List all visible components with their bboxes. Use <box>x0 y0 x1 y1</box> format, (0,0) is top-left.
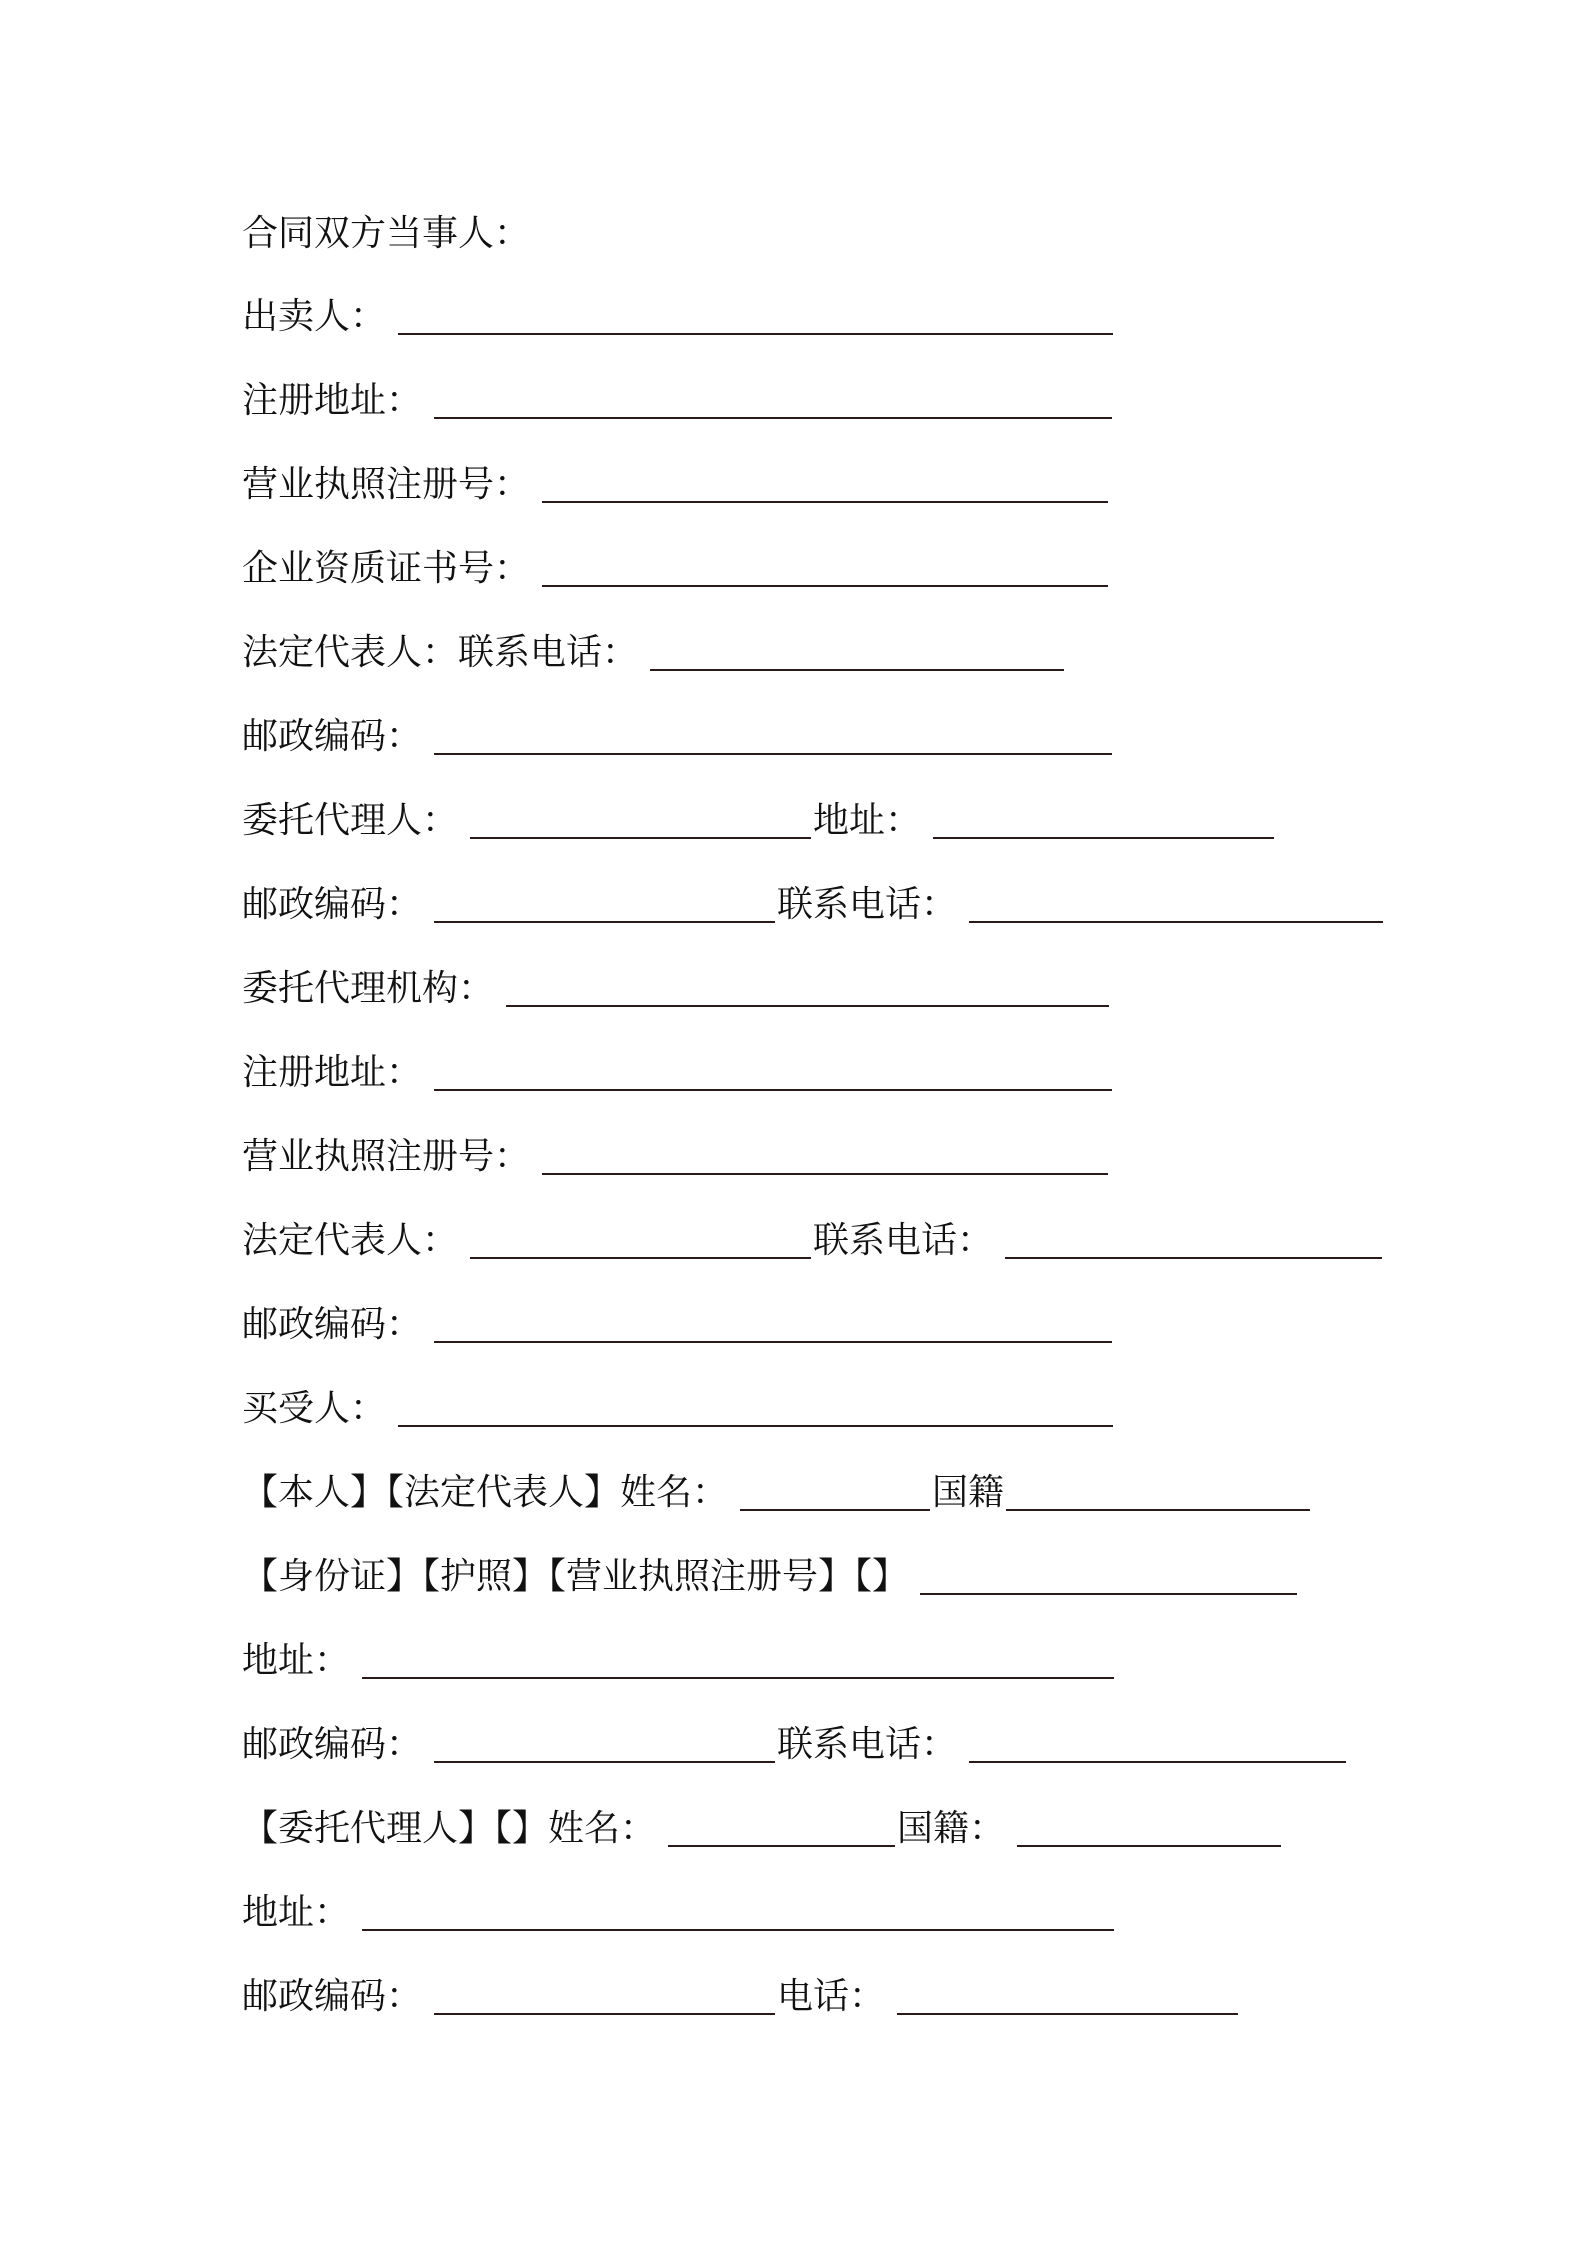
agency-postcode-field[interactable] <box>434 1307 1112 1343</box>
agency-address-field[interactable] <box>434 1055 1112 1091</box>
buyer-identity-label: 【本人】【法定代表人】姓名： <box>242 1471 729 1513</box>
buyer-name-row <box>242 1370 1113 1440</box>
buyer-agent-postcode-label: 邮政编码： <box>242 1975 423 2017</box>
seller-agent-postcode-field[interactable] <box>434 887 775 923</box>
buyer-agent-row <box>242 1790 1281 1860</box>
agency-license-row <box>242 1118 1108 1188</box>
agency-postcode-row <box>242 1286 1112 1356</box>
buyer-agent-address-row <box>242 1874 1114 1944</box>
agency-address-label: 注册地址： <box>242 1051 423 1093</box>
seller-address-label: 注册地址： <box>242 379 423 421</box>
buyer-contact-row <box>242 1706 1346 1776</box>
agency-address-row <box>242 1034 1112 1104</box>
seller-legal-rep-label: 法定代表人： <box>242 631 459 673</box>
seller-qualification-row <box>242 530 1108 600</box>
seller-legal-rep-phone-label: 联系电话： <box>458 631 639 673</box>
buyer-postcode-field[interactable] <box>434 1727 775 1763</box>
buyer-agent-label: 【委托代理人】【】姓名： <box>242 1807 657 1849</box>
seller-license-field[interactable] <box>542 467 1108 503</box>
buyer-nationality-label: 国籍 <box>932 1471 1005 1513</box>
seller-postcode-field[interactable] <box>434 719 1112 755</box>
buyer-address-field[interactable] <box>362 1643 1114 1679</box>
buyer-agent-address-label: 地址： <box>242 1891 351 1933</box>
buyer-phone-field[interactable] <box>969 1727 1346 1763</box>
buyer-postcode-label: 邮政编码： <box>242 1723 423 1765</box>
seller-address-row <box>242 362 1112 432</box>
seller-name-label: 出卖人： <box>242 295 387 337</box>
seller-agent-phone-field[interactable] <box>969 887 1383 923</box>
buyer-name-field[interactable] <box>398 1391 1113 1427</box>
seller-address-field[interactable] <box>434 383 1112 419</box>
seller-license-label: 营业执照注册号： <box>242 463 531 505</box>
agency-name-label: 委托代理机构： <box>242 967 495 1009</box>
agency-name-field[interactable] <box>506 971 1109 1007</box>
seller-postcode-label: 邮政编码： <box>242 715 423 757</box>
buyer-agent-name-field[interactable] <box>668 1811 895 1847</box>
buyer-agent-phone-label: 电话： <box>777 1975 886 2017</box>
agency-postcode-label: 邮政编码： <box>242 1303 423 1345</box>
section-title-text: 合同双方当事人： <box>242 212 531 254</box>
agency-license-label: 营业执照注册号： <box>242 1135 531 1177</box>
seller-qualification-field[interactable] <box>542 551 1108 587</box>
seller-agent-address-field[interactable] <box>933 803 1274 839</box>
buyer-agent-nationality-field[interactable] <box>1017 1811 1281 1847</box>
seller-postcode-row <box>242 698 1112 768</box>
buyer-phone-label: 联系电话： <box>777 1723 958 1765</box>
agency-legal-rep-label: 法定代表人： <box>242 1219 459 1261</box>
seller-legal-rep-row <box>242 614 1064 684</box>
seller-agent-row <box>242 782 1274 852</box>
buyer-id-doc-row <box>242 1538 1297 1608</box>
seller-name-field[interactable] <box>398 299 1113 335</box>
seller-agent-label: 委托代理人： <box>242 799 459 841</box>
buyer-agent-contact-row <box>242 1958 1238 2028</box>
buyer-agent-postcode-field[interactable] <box>434 1979 775 2015</box>
buyer-id-doc-label: 【身份证】【护照】【营业执照注册号】【】 <box>242 1555 909 1597</box>
agency-license-field[interactable] <box>542 1139 1108 1175</box>
buyer-agent-phone-field[interactable] <box>897 1979 1238 2015</box>
section-title <box>242 195 530 265</box>
seller-agent-contact-row <box>242 866 1383 936</box>
agency-name-row <box>242 950 1109 1020</box>
buyer-agent-address-field[interactable] <box>362 1895 1114 1931</box>
buyer-nationality-field[interactable] <box>1006 1475 1310 1511</box>
buyer-name-label: 买受人： <box>242 1387 387 1429</box>
agency-phone-label: 联系电话： <box>813 1219 994 1261</box>
seller-name-row <box>242 278 1113 348</box>
buyer-agent-nationality-label: 国籍： <box>897 1807 1006 1849</box>
buyer-identity-row <box>242 1454 1310 1524</box>
seller-license-row <box>242 446 1108 516</box>
buyer-address-row <box>242 1622 1114 1692</box>
seller-qualification-label: 企业资质证书号： <box>242 547 531 589</box>
buyer-id-doc-field[interactable] <box>920 1559 1297 1595</box>
seller-agent-postcode-label: 邮政编码： <box>242 883 423 925</box>
seller-agent-phone-label: 联系电话： <box>777 883 958 925</box>
seller-agent-address-label: 地址： <box>813 799 922 841</box>
agency-phone-field[interactable] <box>1005 1223 1382 1259</box>
buyer-person-name-field[interactable] <box>740 1475 930 1511</box>
buyer-address-label: 地址： <box>242 1639 351 1681</box>
seller-legal-rep-phone-field[interactable] <box>650 635 1064 671</box>
agency-legal-rep-row <box>242 1202 1382 1272</box>
seller-agent-field[interactable] <box>470 803 811 839</box>
agency-legal-rep-field[interactable] <box>470 1223 811 1259</box>
